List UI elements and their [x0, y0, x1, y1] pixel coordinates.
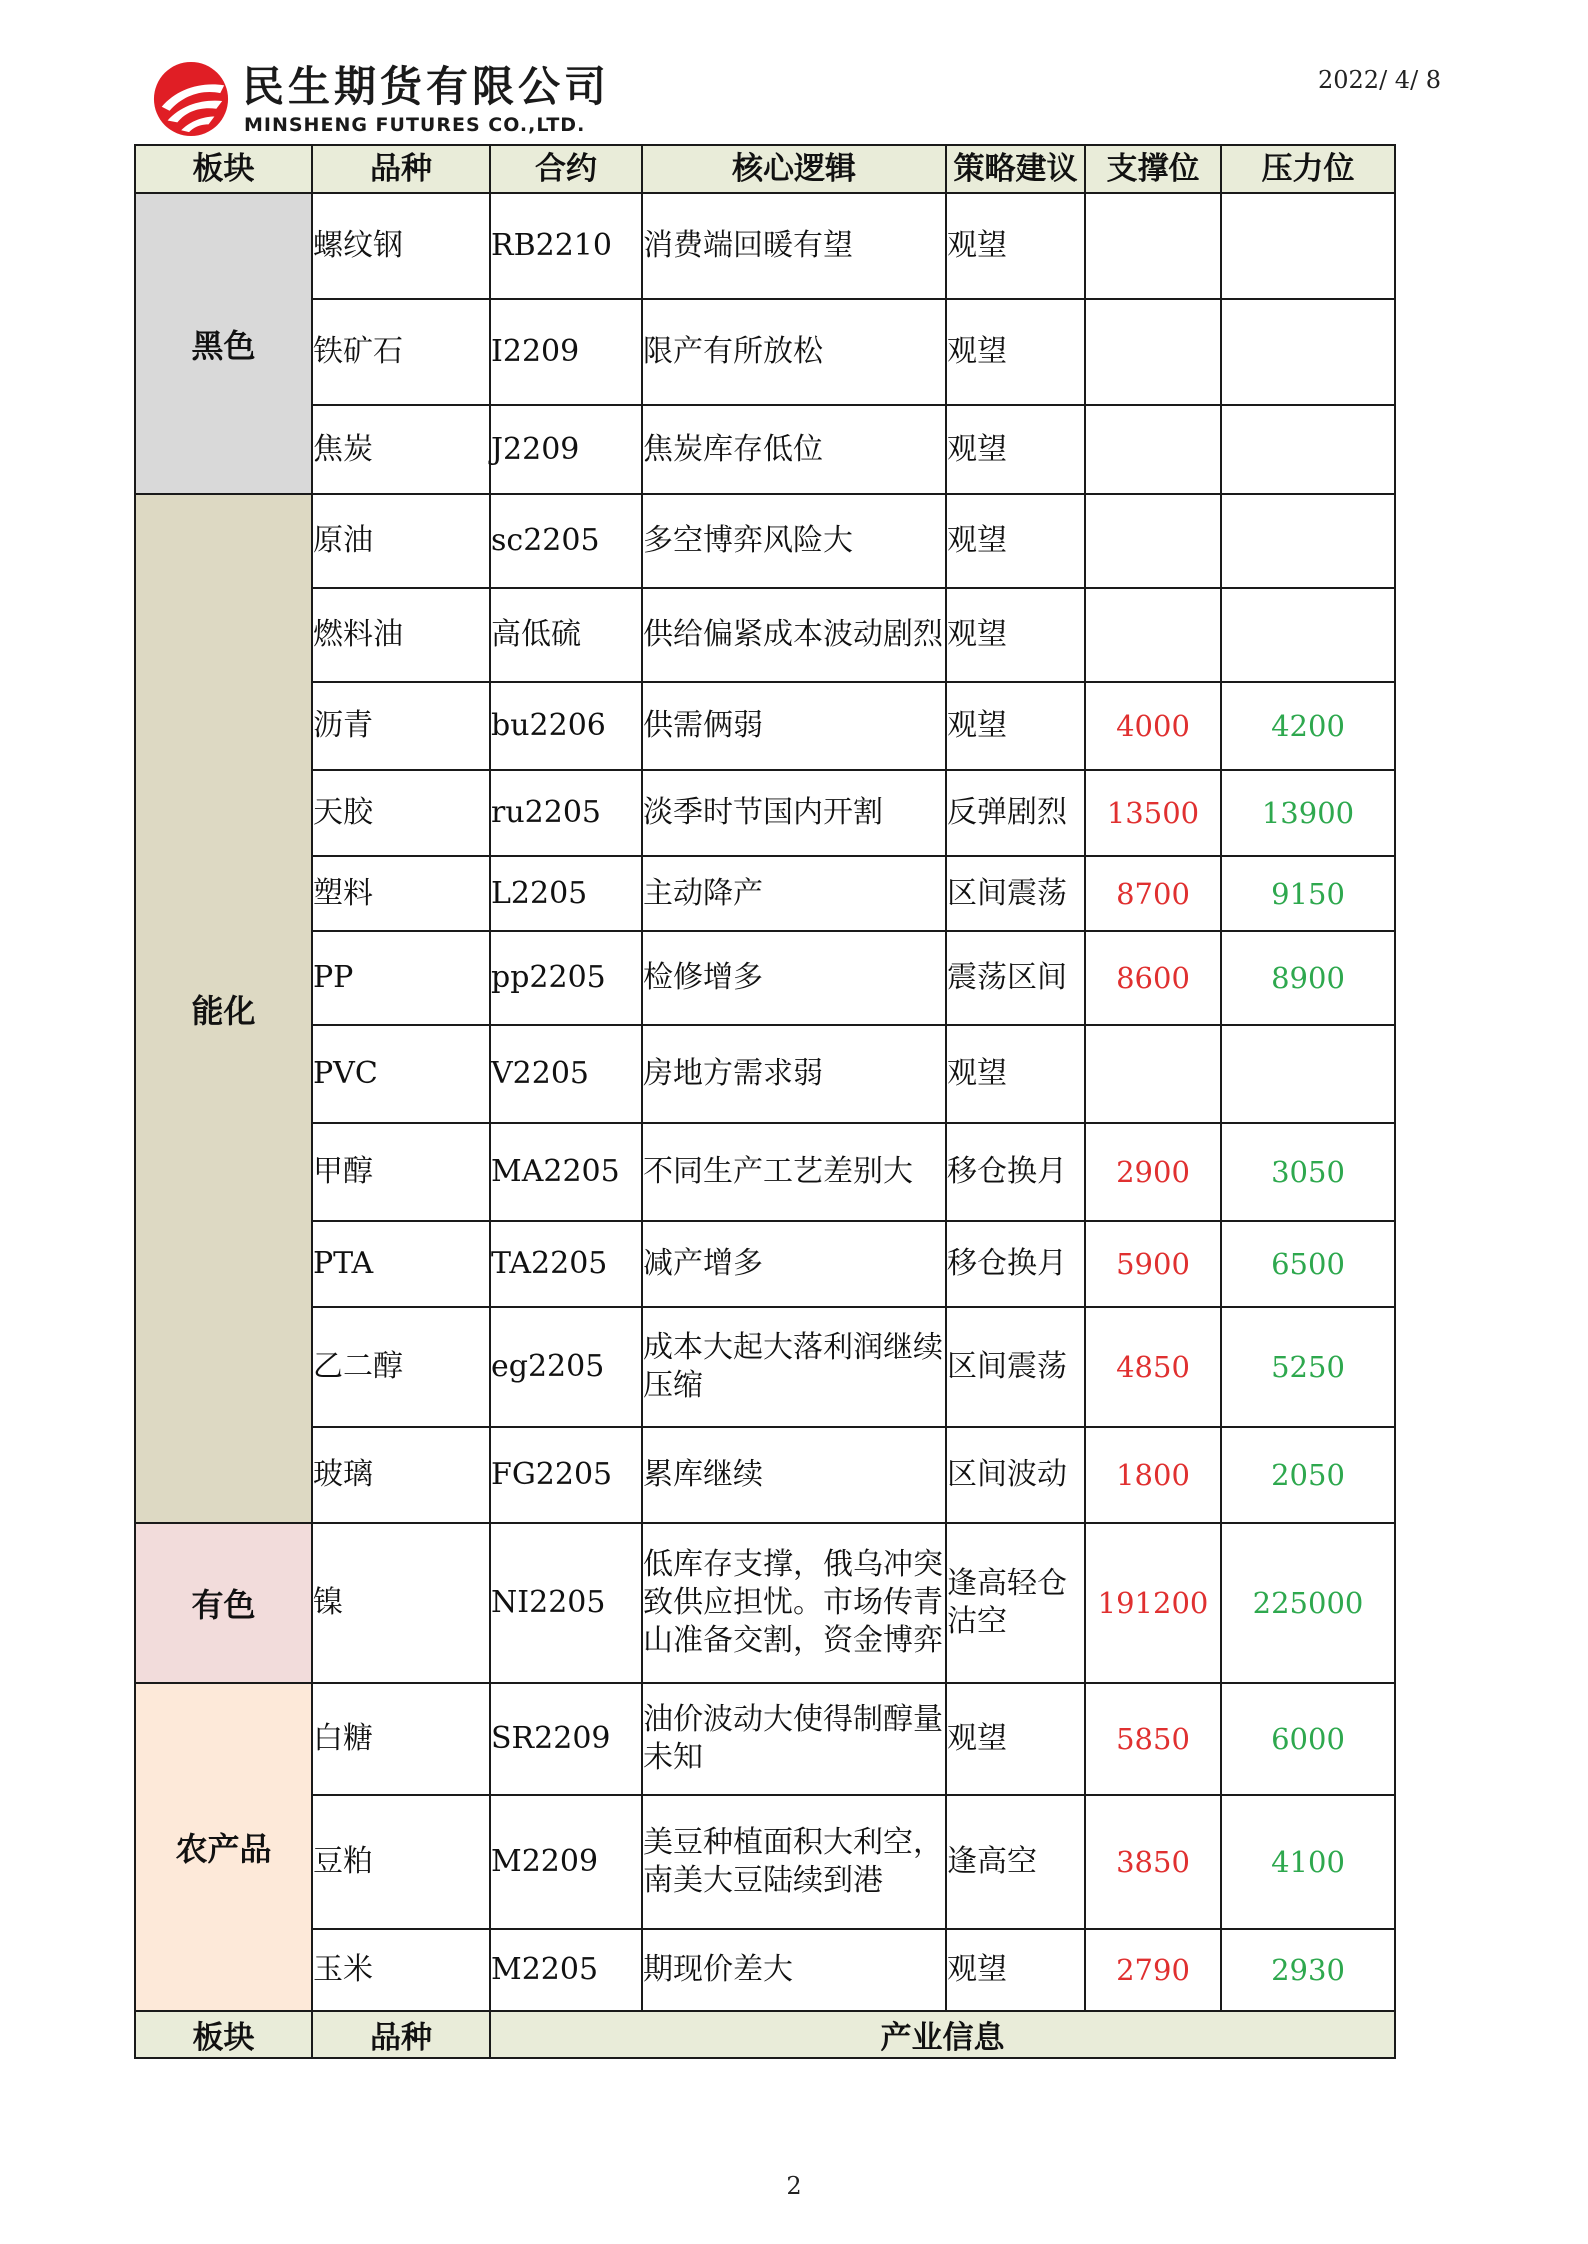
core-logic-cell: 淡季时节国内开割 — [642, 770, 946, 856]
table-row — [135, 1795, 1395, 1929]
resistance-level-cell — [1221, 494, 1395, 588]
table-row — [135, 931, 1395, 1025]
contract-cell: NI2205 — [490, 1523, 642, 1683]
contract-cell: ru2205 — [490, 770, 642, 856]
resistance-level-cell — [1221, 1025, 1395, 1123]
strategy-cell: 移仓换月 — [946, 1221, 1085, 1307]
table-header-row — [135, 145, 1395, 193]
report-date: 2022/ 4/ 8 — [1318, 66, 1442, 94]
resistance-level-cell — [1221, 193, 1395, 299]
variety-cell: 沥青 — [312, 682, 490, 770]
core-logic-cell: 焦炭库存低位 — [642, 405, 946, 494]
variety-cell: 玉米 — [312, 1929, 490, 2011]
resistance-level-cell: 4100 — [1221, 1795, 1395, 1929]
table-row — [135, 856, 1395, 931]
core-logic-cell: 期现价差大 — [642, 1929, 946, 2011]
contract-cell: I2209 — [490, 299, 642, 405]
strategy-cell: 观望 — [946, 193, 1085, 299]
support-level-cell: 1800 — [1085, 1427, 1221, 1523]
contract-cell: M2205 — [490, 1929, 642, 2011]
header-strategy: 策略建议 — [946, 145, 1085, 193]
strategy-cell: 观望 — [946, 299, 1085, 405]
contract-cell: SR2209 — [490, 1683, 642, 1795]
table-row — [135, 588, 1395, 682]
variety-cell: 原油 — [312, 494, 490, 588]
sector-cell: 有色 — [135, 1523, 312, 1683]
core-logic-cell: 限产有所放松 — [642, 299, 946, 405]
core-logic-cell: 美豆种植面积大利空，南美大豆陆续到港 — [642, 1795, 946, 1929]
header-resistance: 压力位 — [1221, 145, 1395, 193]
header-variety: 品种 — [312, 145, 490, 193]
variety-cell: 豆粕 — [312, 1795, 490, 1929]
page-number: 2 — [786, 2172, 802, 2200]
contract-cell: TA2205 — [490, 1221, 642, 1307]
support-level-cell: 2900 — [1085, 1123, 1221, 1221]
core-logic-cell: 房地方需求弱 — [642, 1025, 946, 1123]
strategy-cell: 观望 — [946, 1025, 1085, 1123]
variety-cell: 白糖 — [312, 1683, 490, 1795]
strategy-cell: 反弹剧烈 — [946, 770, 1085, 856]
support-level-cell: 5850 — [1085, 1683, 1221, 1795]
resistance-level-cell: 13900 — [1221, 770, 1395, 856]
resistance-level-cell: 9150 — [1221, 856, 1395, 931]
header-sector: 板块 — [135, 145, 312, 193]
support-level-cell: 4850 — [1085, 1307, 1221, 1427]
strategy-cell: 逢高轻仓沽空 — [946, 1523, 1085, 1683]
footer-sector: 板块 — [135, 2011, 312, 2058]
contract-cell: sc2205 — [490, 494, 642, 588]
core-logic-cell: 成本大起大落利润继续压缩 — [642, 1307, 946, 1427]
contract-cell: 高低硫 — [490, 588, 642, 682]
contract-cell: L2205 — [490, 856, 642, 931]
table-row — [135, 1427, 1395, 1523]
strategy-cell: 观望 — [946, 1683, 1085, 1795]
core-logic-cell: 供需俩弱 — [642, 682, 946, 770]
resistance-level-cell: 2930 — [1221, 1929, 1395, 2011]
table-row — [135, 193, 1395, 299]
header-contract: 合约 — [490, 145, 642, 193]
core-logic-cell: 检修增多 — [642, 931, 946, 1025]
variety-cell: 甲醇 — [312, 1123, 490, 1221]
support-level-cell: 8600 — [1085, 931, 1221, 1025]
support-level-cell — [1085, 193, 1221, 299]
resistance-level-cell: 225000 — [1221, 1523, 1395, 1683]
table-body — [135, 193, 1395, 2011]
table-row — [135, 405, 1395, 494]
table-row — [135, 1025, 1395, 1123]
support-level-cell — [1085, 299, 1221, 405]
variety-cell: 乙二醇 — [312, 1307, 490, 1427]
variety-cell: 焦炭 — [312, 405, 490, 494]
strategy-cell: 观望 — [946, 405, 1085, 494]
support-level-cell — [1085, 1025, 1221, 1123]
resistance-level-cell: 2050 — [1221, 1427, 1395, 1523]
resistance-level-cell — [1221, 405, 1395, 494]
variety-cell: 铁矿石 — [312, 299, 490, 405]
core-logic-cell: 多空博弈风险大 — [642, 494, 946, 588]
core-logic-cell: 低库存支撑，俄乌冲突致供应担忧。市场传青山准备交割，资金博弈 — [642, 1523, 946, 1683]
core-logic-cell: 消费端回暖有望 — [642, 193, 946, 299]
contract-cell: J2209 — [490, 405, 642, 494]
resistance-level-cell: 3050 — [1221, 1123, 1395, 1221]
resistance-level-cell: 8900 — [1221, 931, 1395, 1025]
strategy-cell: 区间震荡 — [946, 1307, 1085, 1427]
variety-cell: 螺纹钢 — [312, 193, 490, 299]
support-level-cell: 8700 — [1085, 856, 1221, 931]
strategy-cell: 观望 — [946, 494, 1085, 588]
support-level-cell — [1085, 588, 1221, 682]
variety-cell: 镍 — [312, 1523, 490, 1683]
support-level-cell: 5900 — [1085, 1221, 1221, 1307]
support-level-cell — [1085, 405, 1221, 494]
table-row — [135, 1307, 1395, 1427]
core-logic-cell: 累库继续 — [642, 1427, 946, 1523]
strategy-cell: 区间震荡 — [946, 856, 1085, 931]
resistance-level-cell — [1221, 299, 1395, 405]
company-logo-icon — [152, 60, 230, 138]
company-name-en: MINSHENG FUTURES CO.,LTD. — [244, 114, 586, 136]
variety-cell: 天胶 — [312, 770, 490, 856]
table-row — [135, 299, 1395, 405]
contract-cell: MA2205 — [490, 1123, 642, 1221]
footer-variety: 品种 — [312, 2011, 490, 2058]
strategy-cell: 逢高空 — [946, 1795, 1085, 1929]
resistance-level-cell: 6000 — [1221, 1683, 1395, 1795]
contract-cell: RB2210 — [490, 193, 642, 299]
resistance-level-cell: 6500 — [1221, 1221, 1395, 1307]
sector-cell: 能化 — [135, 494, 312, 1523]
variety-cell: 塑料 — [312, 856, 490, 931]
table-row — [135, 1683, 1395, 1795]
resistance-level-cell: 4200 — [1221, 682, 1395, 770]
company-name-cn: 民生期货有限公司 — [242, 62, 611, 111]
table-row — [135, 1123, 1395, 1221]
contract-cell: pp2205 — [490, 931, 642, 1025]
variety-cell: 玻璃 — [312, 1427, 490, 1523]
variety-cell: 燃料油 — [312, 588, 490, 682]
support-level-cell: 13500 — [1085, 770, 1221, 856]
strategy-cell: 观望 — [946, 682, 1085, 770]
contract-cell: M2209 — [490, 1795, 642, 1929]
resistance-level-cell: 5250 — [1221, 1307, 1395, 1427]
contract-cell: FG2205 — [490, 1427, 642, 1523]
support-level-cell — [1085, 494, 1221, 588]
support-level-cell: 191200 — [1085, 1523, 1221, 1683]
strategy-cell: 移仓换月 — [946, 1123, 1085, 1221]
resistance-level-cell — [1221, 588, 1395, 682]
core-logic-cell: 油价波动大使得制醇量未知 — [642, 1683, 946, 1795]
table-row — [135, 1221, 1395, 1307]
contract-cell: eg2205 — [490, 1307, 642, 1427]
support-level-cell: 4000 — [1085, 682, 1221, 770]
contract-cell: V2205 — [490, 1025, 642, 1123]
footer-industry-info: 产业信息 — [490, 2011, 1395, 2058]
strategy-cell: 区间波动 — [946, 1427, 1085, 1523]
support-level-cell: 3850 — [1085, 1795, 1221, 1929]
sector-cell: 黑色 — [135, 193, 312, 494]
strategy-cell: 观望 — [946, 1929, 1085, 2011]
contract-cell: bu2206 — [490, 682, 642, 770]
table-row — [135, 770, 1395, 856]
core-logic-cell: 主动降产 — [642, 856, 946, 931]
table-footer-row — [135, 2011, 1395, 2058]
variety-cell: PTA — [312, 1221, 490, 1307]
variety-cell: PVC — [312, 1025, 490, 1123]
variety-cell: PP — [312, 931, 490, 1025]
table-row — [135, 494, 1395, 588]
sector-cell: 农产品 — [135, 1683, 312, 2011]
strategy-cell: 震荡区间 — [946, 931, 1085, 1025]
table-row — [135, 682, 1395, 770]
strategy-cell: 观望 — [946, 588, 1085, 682]
header-support: 支撑位 — [1085, 145, 1221, 193]
table-row — [135, 1929, 1395, 2011]
strategy-table — [134, 144, 1396, 2059]
company-logo — [152, 56, 632, 146]
core-logic-cell: 不同生产工艺差别大 — [642, 1123, 946, 1221]
core-logic-cell: 减产增多 — [642, 1221, 946, 1307]
support-level-cell: 2790 — [1085, 1929, 1221, 2011]
header-core-logic: 核心逻辑 — [642, 145, 946, 193]
core-logic-cell: 供给偏紧成本波动剧烈 — [642, 588, 946, 682]
table-row — [135, 1523, 1395, 1683]
